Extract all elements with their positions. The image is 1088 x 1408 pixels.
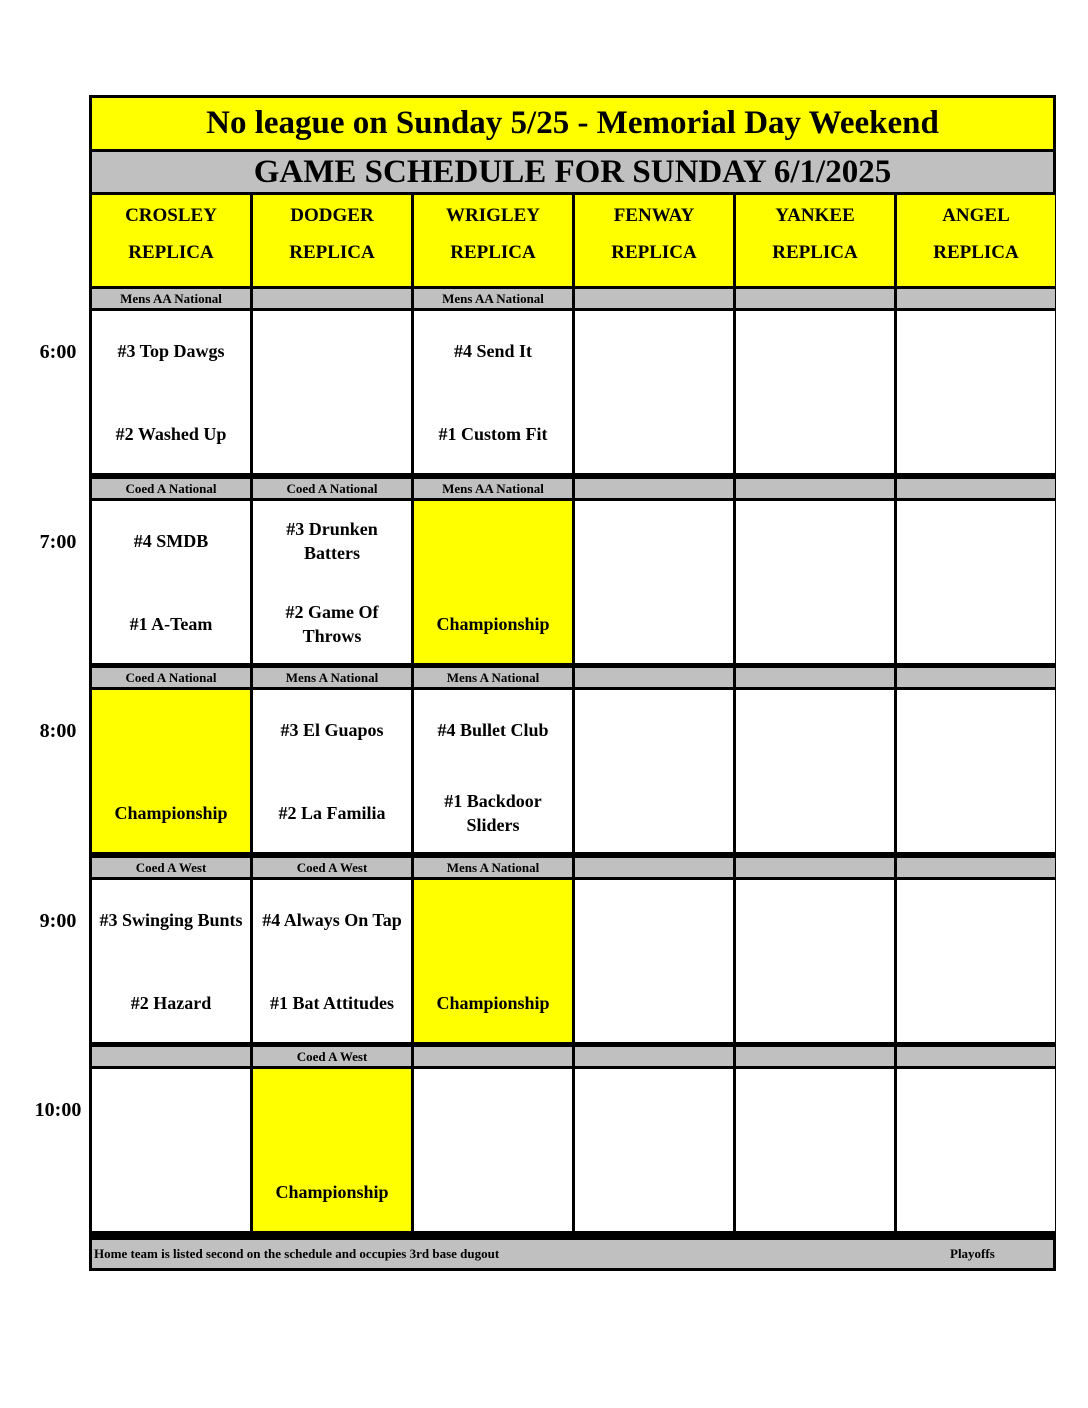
home-team (579, 787, 729, 839)
empty-game-cell (575, 880, 733, 1042)
division-label: Mens A National (414, 858, 572, 877)
championship-label: Championship (114, 803, 228, 823)
empty-game-cell (575, 1069, 733, 1231)
division-label: Coed A West (92, 858, 250, 877)
away-team (96, 1083, 246, 1135)
home-team (901, 977, 1051, 1029)
division-label: Coed A National (92, 668, 250, 687)
away-team (579, 894, 729, 946)
field-header-1 (253, 195, 411, 286)
game-cell (414, 690, 572, 852)
away-team (257, 325, 407, 377)
division-label (575, 668, 733, 687)
home-team (96, 1166, 246, 1218)
empty-game-cell (414, 1069, 572, 1231)
division-label (736, 668, 894, 687)
home-team (901, 408, 1051, 460)
division-label (253, 289, 411, 308)
division-label: Coed A National (253, 479, 411, 498)
division-label (575, 1047, 733, 1066)
away-team (901, 515, 1051, 567)
away-team: #3 El Guapos (280, 720, 384, 740)
home-team (579, 598, 729, 650)
away-team (257, 1083, 407, 1135)
empty-game-cell (736, 311, 894, 473)
empty-game-cell (736, 501, 894, 663)
away-team (418, 894, 568, 946)
away-team: #4 Send It (453, 341, 533, 361)
game-cell (92, 880, 250, 1042)
division-label: Mens AA National (414, 479, 572, 498)
home-team: #1 A-Team (129, 614, 213, 634)
empty-game-cell (736, 1069, 894, 1231)
game-cell (414, 311, 572, 473)
empty-game-cell (897, 311, 1055, 473)
away-team (579, 1083, 729, 1135)
home-team (579, 408, 729, 460)
away-team (740, 1083, 890, 1135)
division-label: Mens AA National (414, 289, 572, 308)
home-team (579, 977, 729, 1029)
game-cell (92, 501, 250, 663)
home-team (901, 598, 1051, 650)
footer-bar (92, 1240, 1053, 1268)
away-team (96, 704, 246, 756)
empty-game-cell (575, 501, 733, 663)
time-label: 8:00 (39, 720, 77, 742)
home-team: #1 Bat Attitudes (269, 993, 394, 1013)
division-label (414, 1047, 572, 1066)
division-label (92, 1047, 250, 1066)
closure-banner: No league on Sunday 5/25 - Memorial Day Weekend (92, 98, 1053, 149)
away-team: #4 SMDB (133, 531, 209, 551)
division-label (897, 668, 1055, 687)
game-cell (253, 690, 411, 852)
away-team (901, 325, 1051, 377)
home-team (901, 1166, 1051, 1218)
empty-game-cell (736, 690, 894, 852)
championship-label: Championship (436, 993, 550, 1013)
division-label: Coed A National (92, 479, 250, 498)
field-name: DODGER (290, 205, 374, 226)
field-name: WRIGLEY (446, 205, 540, 226)
field-type: REPLICA (450, 242, 536, 263)
away-team: #3 Drunken Batters (286, 519, 378, 563)
game-cell (414, 880, 572, 1042)
schedule-title: GAME SCHEDULE FOR SUNDAY 6/1/2025 (92, 152, 1053, 192)
away-team (579, 515, 729, 567)
empty-game-cell (575, 690, 733, 852)
away-team (418, 1083, 568, 1135)
game-cell (92, 311, 250, 473)
home-team: #2 Game Of Throws (285, 602, 379, 646)
schedule-sheet (89, 95, 1056, 1271)
field-header-0 (92, 195, 250, 286)
division-label: Coed A West (253, 858, 411, 877)
away-team: #4 Always On Tap (262, 910, 402, 930)
championship-label: Championship (275, 1182, 389, 1202)
empty-game-cell (897, 1069, 1055, 1231)
home-team (579, 1166, 729, 1218)
time-label: 6:00 (39, 341, 77, 363)
home-team (740, 977, 890, 1029)
division-label: Mens A National (414, 668, 572, 687)
field-type: REPLICA (611, 242, 697, 263)
division-label (575, 289, 733, 308)
field-name: CROSLEY (125, 205, 217, 226)
field-name: YANKEE (775, 205, 855, 226)
division-label (897, 1047, 1055, 1066)
division-label: Mens A National (253, 668, 411, 687)
time-label: 10:00 (34, 1099, 82, 1121)
empty-game-cell (897, 690, 1055, 852)
away-team (579, 325, 729, 377)
home-team (740, 1166, 890, 1218)
time-label: 7:00 (39, 531, 77, 553)
away-team (418, 515, 568, 567)
footer-playoffs-label: Playoffs (950, 1246, 995, 1261)
field-header-3 (575, 195, 733, 286)
division-label (736, 289, 894, 308)
home-team: #2 Washed Up (115, 424, 227, 444)
away-team (740, 704, 890, 756)
empty-game-cell (575, 311, 733, 473)
game-cell (414, 501, 572, 663)
away-team: #4 Bullet Club (437, 720, 549, 740)
empty-game-cell (897, 880, 1055, 1042)
footer-note: Home team is listed second on the schedule and occupies 3rd base dugout (94, 1246, 500, 1261)
home-team (257, 408, 407, 460)
division-label (736, 858, 894, 877)
home-team (740, 787, 890, 839)
away-team (579, 704, 729, 756)
away-team (901, 894, 1051, 946)
division-label (575, 479, 733, 498)
home-team: #2 La Familia (278, 803, 386, 823)
home-team: #2 Hazard (130, 993, 212, 1013)
field-name: ANGEL (942, 205, 1010, 226)
field-name: FENWAY (613, 205, 695, 226)
away-team: #3 Swinging Bunts (99, 910, 243, 930)
away-team (901, 704, 1051, 756)
division-label (736, 1047, 894, 1066)
home-team (740, 408, 890, 460)
home-team (740, 598, 890, 650)
away-team (740, 894, 890, 946)
game-cell (92, 690, 250, 852)
time-label: 9:00 (39, 910, 77, 932)
division-label (736, 479, 894, 498)
game-cell (253, 880, 411, 1042)
away-team (901, 1083, 1051, 1135)
field-type: REPLICA (933, 242, 1019, 263)
home-team: #1 Backdoor Sliders (444, 791, 542, 835)
division-label: Mens AA National (92, 289, 250, 308)
field-type: REPLICA (772, 242, 858, 263)
home-team (418, 1166, 568, 1218)
empty-game-cell (736, 880, 894, 1042)
away-team (740, 325, 890, 377)
field-header-4 (736, 195, 894, 286)
field-header-2 (414, 195, 572, 286)
game-cell (253, 501, 411, 663)
field-header-5 (897, 195, 1055, 286)
away-team (740, 515, 890, 567)
division-label (897, 858, 1055, 877)
empty-game-cell (253, 311, 411, 473)
division-label (897, 479, 1055, 498)
division-label (897, 289, 1055, 308)
home-team: #1 Custom Fit (438, 424, 548, 444)
game-cell (253, 1069, 411, 1231)
championship-label: Championship (436, 614, 550, 634)
empty-game-cell (92, 1069, 250, 1231)
away-team: #3 Top Dawgs (117, 341, 225, 361)
division-label (575, 858, 733, 877)
empty-game-cell (897, 501, 1055, 663)
home-team (901, 787, 1051, 839)
division-label: Coed A West (253, 1047, 411, 1066)
field-type: REPLICA (128, 242, 214, 263)
field-type: REPLICA (289, 242, 375, 263)
